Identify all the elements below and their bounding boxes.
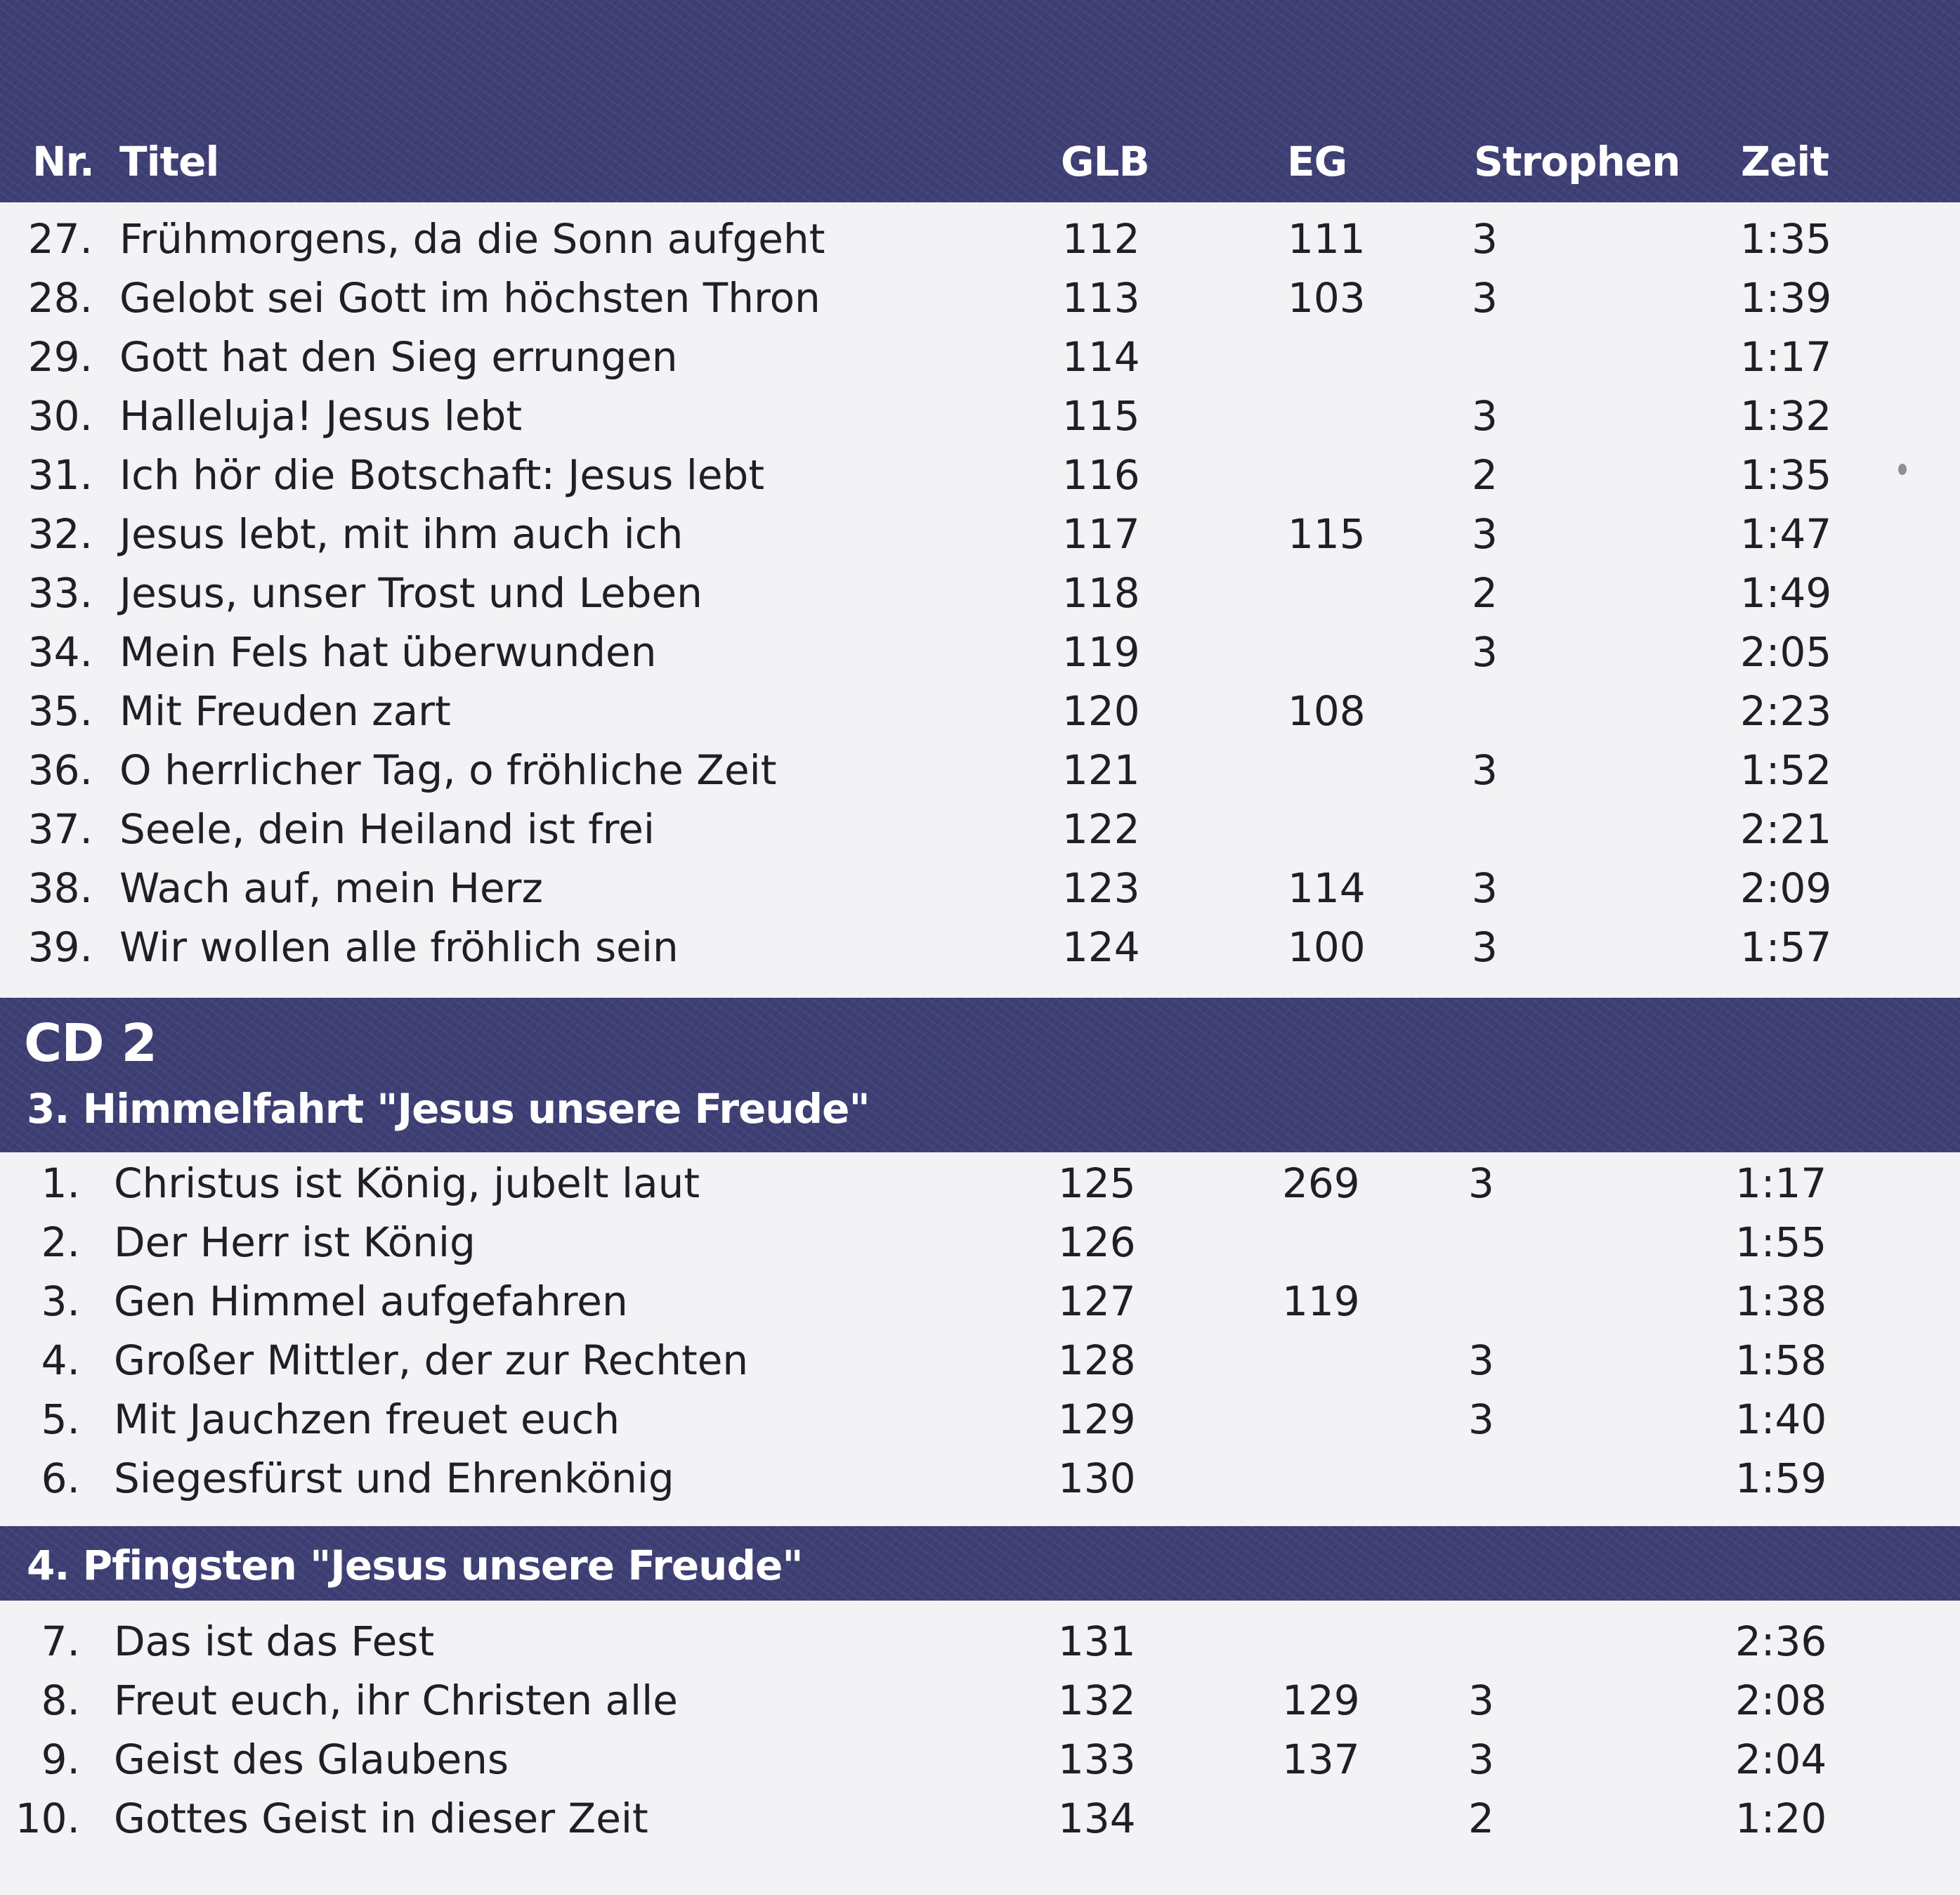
track-number: 33. [27,569,93,617]
table-row [0,1390,1960,1449]
glb-number: 121 [1062,746,1140,794]
track-title: Wir wollen alle fröhlich sein [119,923,679,971]
glb-number: 131 [1058,1617,1136,1665]
strophen-count: 3 [1472,274,1498,322]
glb-number: 129 [1058,1395,1136,1443]
glb-number: 130 [1058,1454,1136,1502]
strophen-count: 3 [1472,864,1498,912]
eg-number: 108 [1288,687,1366,735]
track-title: Christus ist König, jubelt laut [114,1159,700,1207]
glb-number: 124 [1062,923,1140,971]
track-time: 1:35 [1740,451,1832,499]
header-zeit: Zeit [1741,138,1829,185]
glb-number: 133 [1058,1736,1136,1783]
track-title: Halleluja! Jesus lebt [119,392,523,440]
eg-number: 111 [1288,215,1366,263]
track-time: 2:08 [1735,1676,1827,1724]
track-title: Mit Jauchzen freuet euch [114,1395,620,1443]
table-row [0,1154,1960,1213]
glb-number: 134 [1058,1795,1136,1842]
track-number: 9. [41,1736,80,1783]
track-title: Freut euch, ihr Christen alle [114,1676,678,1724]
track-time: 1:32 [1740,392,1832,440]
strophen-count: 2 [1472,569,1498,617]
column-header-band [0,0,1960,202]
table-row [0,1213,1960,1272]
eg-number: 137 [1282,1736,1360,1783]
track-title: Frühmorgens, da die Sonn aufgeht [119,215,825,263]
track-number: 31. [27,451,93,499]
header-nr: Nr. [32,138,94,185]
eg-number: 269 [1282,1159,1360,1207]
section4-band [0,1526,1960,1601]
table-row [0,209,1960,268]
track-time: 1:58 [1735,1336,1827,1384]
track-number: 30. [27,392,93,440]
track-title: Mein Fels hat überwunden [119,628,657,676]
strophen-count: 3 [1472,923,1498,971]
strophen-count: 3 [1468,1336,1494,1384]
glb-number: 117 [1062,510,1140,558]
section4-heading: 4. Pfingsten "Jesus unsere Freude" [27,1542,803,1589]
glb-number: 125 [1058,1159,1136,1207]
glb-number: 113 [1062,274,1140,322]
eg-number: 103 [1288,274,1366,322]
strophen-count: 2 [1472,451,1498,499]
track-number: 6. [41,1454,80,1502]
table-row [0,268,1960,327]
track-time: 1:40 [1735,1395,1827,1443]
table-row [0,504,1960,564]
track-number: 7. [41,1617,80,1665]
header-eg: EG [1287,138,1347,185]
track-time: 1:57 [1740,923,1832,971]
track-time: 1:59 [1735,1454,1827,1502]
track-number: 2. [41,1218,80,1266]
glb-number: 112 [1062,215,1140,263]
track-time: 1:52 [1740,746,1832,794]
track-number: 8. [41,1676,80,1724]
header-titel: Titel [119,138,219,185]
track-title: O herrlicher Tag, o fröhliche Zeit [119,746,777,794]
track-title: Großer Mittler, der zur Rechten [114,1336,749,1384]
track-time: 1:17 [1740,333,1832,381]
track-number: 1. [41,1159,80,1207]
track-time: 1:49 [1740,569,1832,617]
track-number: 32. [27,510,93,558]
cd2-label: CD 2 [24,1013,157,1074]
track-title: Jesus, unser Trost und Leben [119,569,703,617]
glb-number: 123 [1062,864,1140,912]
strophen-count: 3 [1468,1159,1494,1207]
track-time: 2:21 [1740,805,1832,853]
eg-number: 129 [1282,1676,1360,1724]
glb-number: 120 [1062,687,1140,735]
track-title: Geist des Glaubens [114,1736,509,1783]
table-row [0,1272,1960,1331]
track-number: 3. [41,1277,80,1325]
table-row [0,741,1960,800]
track-time: 1:55 [1735,1218,1827,1266]
table-row [0,859,1960,918]
track-title: Siegesfürst und Ehrenkönig [114,1454,674,1502]
glb-number: 119 [1062,628,1140,676]
track-time: 1:20 [1735,1795,1827,1842]
eg-number: 119 [1282,1277,1360,1325]
strophen-count: 3 [1472,215,1498,263]
glb-number: 127 [1058,1277,1136,1325]
track-title: Seele, dein Heiland ist frei [119,805,655,853]
section3-heading: 3. Himmelfahrt "Jesus unsere Freude" [27,1085,870,1133]
table-row [0,1612,1960,1671]
table-row [0,800,1960,859]
track-title: Mit Freuden zart [119,687,451,735]
table-row [0,327,1960,386]
track-time: 2:04 [1735,1736,1827,1783]
track-number: 27. [27,215,93,263]
track-time: 2:36 [1735,1617,1827,1665]
track-time: 1:17 [1735,1159,1827,1207]
track-time: 2:09 [1740,864,1832,912]
track-title: Gott hat den Sieg errungen [119,333,678,381]
header-strophen: Strophen [1474,138,1680,185]
table-row [0,682,1960,741]
table-row [0,445,1960,504]
table-row [0,1449,1960,1508]
strophen-count: 3 [1468,1395,1494,1443]
strophen-count: 3 [1472,392,1498,440]
track-number: 4. [41,1336,80,1384]
glb-number: 118 [1062,569,1140,617]
strophen-count: 3 [1468,1676,1494,1724]
track-title: Gottes Geist in dieser Zeit [114,1795,648,1842]
glb-number: 114 [1062,333,1140,381]
strophen-count: 3 [1472,746,1498,794]
track-time: 2:05 [1740,628,1832,676]
strophen-count: 3 [1468,1736,1494,1783]
track-title: Gelobt sei Gott im höchsten Thron [119,274,821,322]
track-time: 1:35 [1740,215,1832,263]
track-number: 29. [27,333,93,381]
track-number: 36. [27,746,93,794]
track-number: 10. [15,1795,80,1842]
track-title: Ich hör die Botschaft: Jesus lebt [119,451,765,499]
track-number: 38. [27,864,93,912]
glb-number: 116 [1062,451,1140,499]
table-row [0,1671,1960,1730]
strophen-count: 3 [1472,510,1498,558]
track-number: 34. [27,628,93,676]
eg-number: 114 [1288,864,1366,912]
table-row [0,918,1960,977]
cd2-band [0,998,1960,1152]
strophen-count: 3 [1472,628,1498,676]
table-row [0,1730,1960,1789]
table-row [0,1331,1960,1390]
track-title: Der Herr ist König [114,1218,476,1266]
track-title: Gen Himmel aufgefahren [114,1277,628,1325]
track-time: 2:23 [1740,687,1832,735]
track-number: 37. [27,805,93,853]
track-time: 1:47 [1740,510,1832,558]
eg-number: 115 [1288,510,1366,558]
glb-number: 132 [1058,1676,1136,1724]
table-row [0,386,1960,445]
track-number: 35. [27,687,93,735]
track-number: 5. [41,1395,80,1443]
glb-number: 115 [1062,392,1140,440]
strophen-count: 2 [1468,1795,1494,1842]
glb-number: 126 [1058,1218,1136,1266]
track-time: 1:38 [1735,1277,1827,1325]
track-number: 28. [27,274,93,322]
glb-number: 122 [1062,805,1140,853]
table-row [0,1789,1960,1848]
track-title: Wach auf, mein Herz [119,864,543,912]
header-glb: GLB [1061,138,1149,185]
track-number: 39. [27,923,93,971]
table-row [0,564,1960,623]
track-title: Das ist das Fest [114,1617,435,1665]
track-time: 1:39 [1740,274,1832,322]
table-row [0,623,1960,682]
track-title: Jesus lebt, mit ihm auch ich [119,510,684,558]
eg-number: 100 [1288,923,1366,971]
glb-number: 128 [1058,1336,1136,1384]
